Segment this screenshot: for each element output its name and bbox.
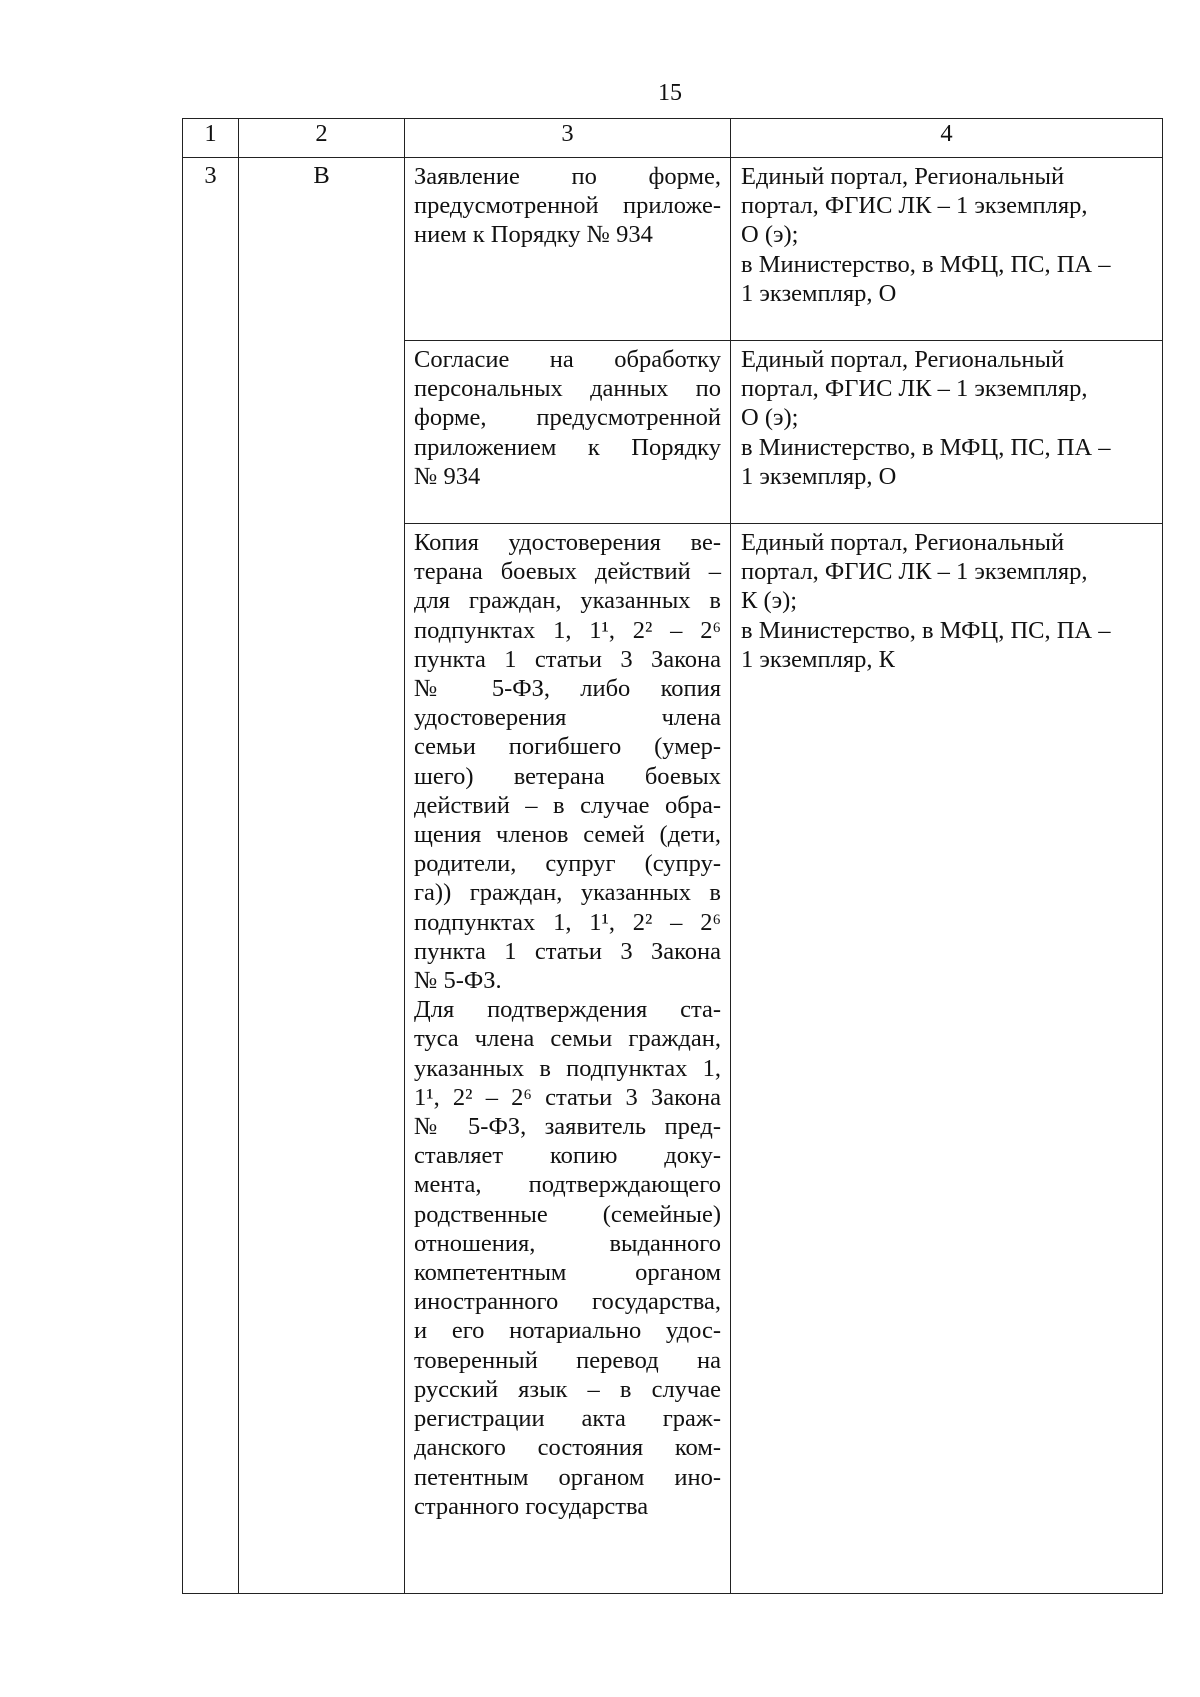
document-name-line: предусмотренной приложе-: [414, 192, 721, 220]
delivery-line: 1 экземпляр, К: [741, 645, 895, 673]
delivery-cell: [731, 524, 1163, 1594]
document-name-line: компетентным органом: [414, 1259, 721, 1287]
document-name-line: русский язык – в случае: [414, 1375, 721, 1403]
document-name-line: и его нотариально удос-: [414, 1317, 721, 1345]
document-name-line: подпунктах 1, 1¹, 2² – 2⁶: [414, 908, 721, 936]
documents-table: [182, 118, 1163, 1594]
delivery-line: 1 экземпляр, О: [741, 462, 897, 490]
table-row: [183, 158, 1163, 341]
document-name-cell: [405, 341, 731, 524]
document-name-line: туса члена семьи граждан,: [414, 1025, 721, 1053]
document-name-line: удостоверения члена: [414, 704, 721, 732]
row-number-cell: 3: [183, 158, 239, 1594]
document-name-line: № 5-ФЗ.: [414, 967, 502, 995]
document-name-line: ставляет копию доку-: [414, 1142, 721, 1170]
document-name-line: шего) ветерана боевых: [414, 762, 721, 790]
document-name-line: Согласие на обработку: [414, 346, 721, 373]
page-number: 15: [658, 80, 682, 106]
document-name-line: Для подтверждения ста-: [414, 996, 721, 1024]
delivery-line: К (э);: [741, 587, 798, 615]
document-name-line: приложением к Порядку: [414, 433, 721, 461]
table-header-row: [183, 119, 1163, 158]
document-name-line: Заявление по форме,: [414, 163, 721, 190]
document-name-line: Копия удостоверения ве-: [414, 529, 721, 556]
delivery-line: в Министерство, в МФЦ, ПС, ПА –: [741, 250, 1111, 278]
category-cell: В: [239, 158, 405, 1594]
document-name-line: регистрации акта граж-: [414, 1405, 721, 1433]
document-name-line: № 934: [414, 462, 481, 490]
document-name-line: терана боевых действий –: [414, 558, 721, 586]
header-cell-3: 3: [405, 119, 731, 158]
document-name-line: отношения, выданного: [414, 1229, 721, 1257]
delivery-line: Единый портал, Региональный: [741, 346, 1065, 373]
document-name-line: для граждан, указанных в: [414, 587, 721, 615]
header-cell-4: 4: [731, 119, 1163, 158]
document-name-line: персональных данных по: [414, 375, 721, 403]
document-name-line: петентным органом ино-: [414, 1463, 721, 1491]
document-name-line: га)) граждан, указанных в: [414, 879, 721, 907]
document-name-line: странного государства: [414, 1492, 649, 1520]
document-name-line: мента, подтверждающего: [414, 1171, 721, 1199]
delivery-line: Единый портал, Региональный: [741, 529, 1065, 556]
header-cell-1: 1: [183, 119, 239, 158]
delivery-line: портал, ФГИС ЛК – 1 экземпляр,: [741, 375, 1088, 403]
document-name-line: товеренный перевод на: [414, 1346, 721, 1374]
document-name-cell: [405, 158, 731, 341]
document-name-line: пункта 1 статьи 3 Закона: [414, 645, 721, 673]
delivery-line: О (э);: [741, 221, 799, 249]
delivery-cell: [731, 158, 1163, 341]
delivery-line: в Министерство, в МФЦ, ПС, ПА –: [741, 616, 1111, 644]
document-name-line: указанных в подпунктах 1,: [414, 1054, 721, 1082]
delivery-line: 1 экземпляр, О: [741, 279, 897, 307]
header-cell-2: 2: [239, 119, 405, 158]
delivery-line: О (э);: [741, 404, 799, 432]
delivery-line: Единый портал, Региональный: [741, 163, 1065, 190]
delivery-cell: [731, 341, 1163, 524]
document-name-line: семьи погибшего (умер-: [414, 733, 721, 761]
document-name-line: форме, предусмотренной: [414, 404, 721, 432]
document-name-line: родственные (семейные): [414, 1200, 721, 1228]
delivery-line: портал, ФГИС ЛК – 1 экземпляр,: [741, 558, 1088, 586]
document-name-line: данского состояния ком-: [414, 1434, 721, 1462]
document-name-line: действий – в случае обра-: [414, 791, 721, 819]
document-name-line: 1¹, 2² – 2⁶ статьи 3 Закона: [414, 1083, 721, 1111]
document-name-line: щения членов семей (дети,: [414, 821, 721, 849]
document-name-line: пункта 1 статьи 3 Закона: [414, 937, 721, 965]
document-name-line: № 5-ФЗ, заявитель пред-: [414, 1113, 721, 1141]
document-name-line: № 5-ФЗ, либо копия: [414, 675, 721, 703]
document-name-cell: [405, 524, 731, 1594]
document-name-line: подпунктах 1, 1¹, 2² – 2⁶: [414, 616, 721, 644]
document-name-line: нием к Порядку № 934: [414, 221, 653, 249]
delivery-line: в Министерство, в МФЦ, ПС, ПА –: [741, 433, 1111, 461]
document-name-line: иностранного государства,: [414, 1288, 721, 1316]
delivery-line: портал, ФГИС ЛК – 1 экземпляр,: [741, 192, 1088, 220]
document-name-line: родители, супруг (супру-: [414, 850, 721, 878]
